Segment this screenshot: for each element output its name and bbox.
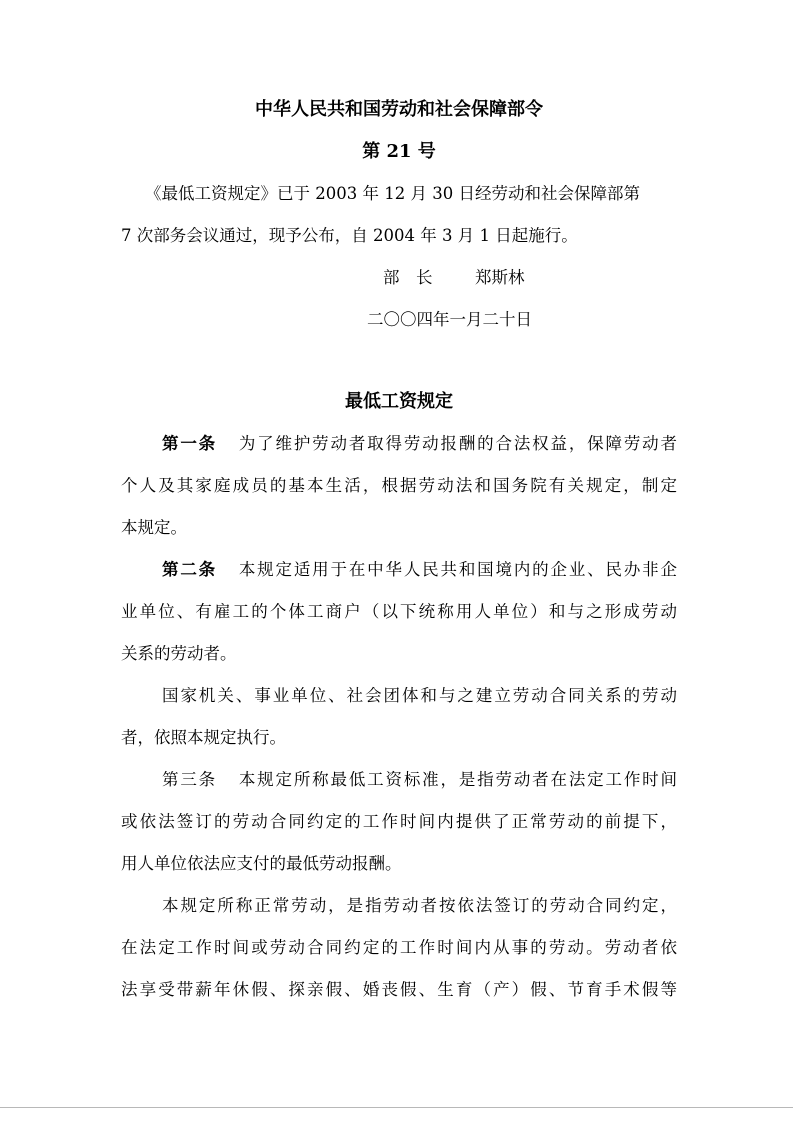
paragraph-normal-labor-line-1: 本规定所称正常劳动，是指劳动者按依法签订的劳动合同约定， bbox=[162, 896, 677, 915]
paragraph-state-organs-line-1: 国家机关、事业单位、社会团体和与之建立劳动合同关系的劳动 bbox=[162, 686, 677, 705]
article-3-label: 第三条 bbox=[162, 770, 217, 789]
article-2-line-1 bbox=[162, 560, 677, 580]
article-3-line-1 bbox=[162, 770, 677, 790]
paragraph-state-organs-line-2: 者，依照本规定执行。 bbox=[121, 728, 286, 747]
article-2-line-3: 关系的劳动者。 bbox=[121, 644, 237, 663]
article-3-text: 本规定所称最低工资标准，是指劳动者在法定工作时间 bbox=[237, 770, 677, 789]
article-2-label: 第二条 bbox=[162, 560, 217, 579]
signatory-name: 郑斯林 bbox=[475, 268, 525, 287]
article-1-text: 为了维护劳动者取得劳动报酬的合法权益，保障劳动者 bbox=[237, 434, 677, 453]
article-2-text: 本规定适用于在中华人民共和国境内的企业、民办非企 bbox=[237, 560, 677, 579]
article-1-line-2: 个人及其家庭成员的基本生活，根据劳动法和国务院有关规定，制定 bbox=[121, 476, 677, 495]
page-bottom-divider bbox=[0, 1107, 793, 1108]
announcement-line-2: 7 次部务会议通过，现予公布，自 2004 年 3 月 1 日起施行。 bbox=[121, 226, 578, 245]
article-1-line-3: 本规定。 bbox=[121, 518, 187, 537]
decree-issuer: 中华人民共和国劳动和社会保障部令 bbox=[255, 99, 543, 120]
article-1-label: 第一条 bbox=[162, 434, 217, 453]
signatory-role: 部 长 bbox=[383, 268, 433, 287]
article-2-line-2: 业单位、有雇工的个体工商户（以下统称用人单位）和与之形成劳动 bbox=[121, 602, 677, 621]
paragraph-normal-labor-line-3: 法享受带薪年休假、探亲假、婚丧假、生育（产）假、节育手术假等 bbox=[121, 980, 677, 999]
signature-date: 二〇〇四年一月二十日 bbox=[367, 310, 532, 329]
decree-number: 第 21 号 bbox=[362, 141, 436, 162]
regulation-title: 最低工资规定 bbox=[345, 391, 453, 412]
announcement-line-1: 《最低工资规定》已于 2003 年 12 月 30 日经劳动和社会保障部第 bbox=[145, 184, 640, 203]
article-1-line-1 bbox=[162, 434, 677, 454]
article-3-line-2: 或依法签订的劳动合同约定的工作时间内提供了正常劳动的前提下， bbox=[121, 812, 677, 831]
paragraph-normal-labor-line-2: 在法定工作时间或劳动合同约定的工作时间内从事的劳动。劳动者依 bbox=[121, 938, 677, 957]
article-3-line-3: 用人单位依法应支付的最低劳动报酬。 bbox=[121, 854, 402, 873]
